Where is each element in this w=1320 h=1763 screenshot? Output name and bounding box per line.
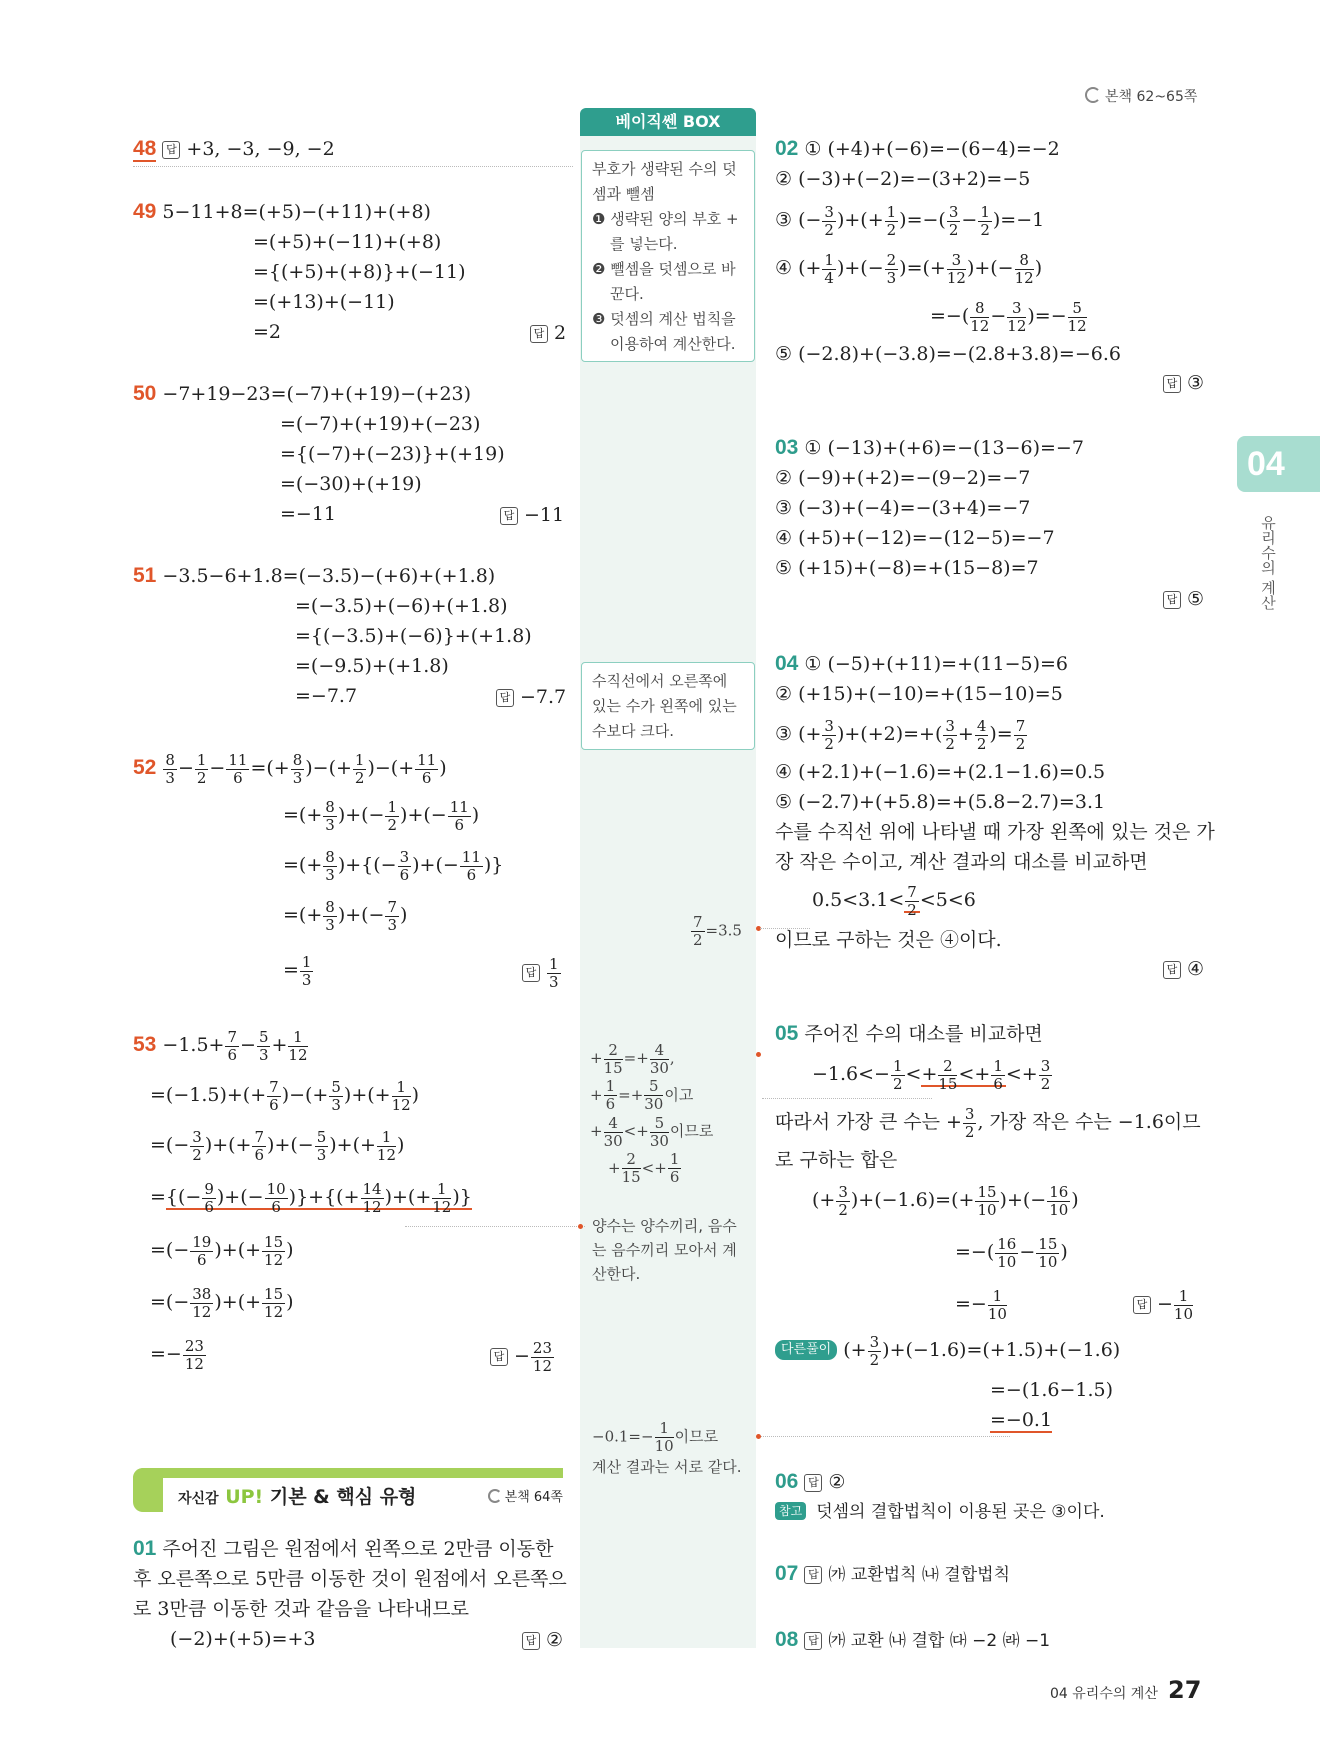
line: ③ (−3)+(−4)=−(3+4)=−7 (775, 497, 1031, 519)
answer-icon: 답 (490, 1348, 508, 1366)
note-sign: 양수는 양수끼리, 음수 는 음수끼리 모아서 계 산한다. (592, 1217, 737, 1283)
answer-05: 답 − $\frac{1}{10}$ (1133, 1284, 1194, 1324)
answer-02: 답 ③ (1163, 372, 1204, 394)
answer-50: 답 −11 (500, 504, 564, 526)
line: (−2)+(+5)=+3 (170, 1628, 316, 1650)
answer-icon: 답 (1133, 1296, 1151, 1314)
line: =−( $\frac{16}{10}$ − $\frac{15}{10}$ ) (955, 1234, 1068, 1271)
reference-note: 참고 덧셈의 결합법칙이 이용된 곳은 ③이다. (775, 1500, 1105, 1524)
line: (+ $\frac{3}{2}$ )+(−1.6)=(+ $\frac{15}{10}$ )+(− $\frac{16}{10}$ ) (812, 1182, 1079, 1219)
line: ④ (+2.1)+(−1.6)=+(2.1−1.6)=0.5 (775, 761, 1106, 783)
line: ③ (+ $\frac{3}{2}$ )+(+2)=+( $\frac{3}{2}$ + $\frac{4}{2}$ )= $\frac{7}{2}$ (775, 716, 1026, 753)
problem-50: 50 −7+19−23=(−7)+(+19)−(+23) (133, 382, 472, 405)
line: =−(1.6−1.5) (990, 1379, 1114, 1401)
line: ② (+15)+(−10)=+(15−10)=5 (775, 683, 1063, 705)
line: ④ (+ $\frac{1}{4}$ )+(− $\frac{2}{3}$ )=(+ $\frac{3}{12}$ )+(− $\frac{8}{12}$ ) (775, 250, 1043, 287)
book-icon (1085, 87, 1101, 103)
problem-49: 49 5−11+8=(+5)−(+11)+(+8) (133, 200, 431, 223)
problem-02: 02 ① (+4)+(−6)=−(6−4)=−2 (775, 137, 1060, 160)
answer-icon: 답 (162, 141, 180, 159)
connector (760, 1436, 1010, 1437)
line: ⑤ (+15)+(−8)=+(15−8)=7 (775, 557, 1039, 579)
basic-box-2: 수직선에서 오른쪽에 있는 수가 왼쪽에 있는 수보다 크다. (581, 662, 755, 750)
line: =−0.1 (990, 1409, 1053, 1431)
line: ③ (− $\frac{3}{2}$ )+(+ $\frac{1}{2}$ )=−( $\frac{3}{2}$ − $\frac{1}{2}$ )=−1 (775, 202, 1045, 239)
line: 장 작은 수이고, 계산 결과의 대소를 비교하면 (775, 851, 1148, 873)
line: =(−9.5)+(+1.8) (295, 655, 449, 677)
line: 이므로 구하는 것은 ④이다. (775, 929, 1002, 951)
footer: 04 유리수의 계산 27 (1050, 1676, 1202, 1704)
problem-05: 05 주어진 수의 대소를 비교하면 (775, 1022, 1043, 1045)
line: ={(− $\frac{9}{6}$ )+(− $\frac{10}{6}$ )}+{(+ $\frac{14}{12}$ )+(+ $\frac{1}{12}$ )} (150, 1179, 472, 1216)
problem-51: 51 −3.5−6+1.8=(−3.5)−(+6)+(+1.8) (133, 564, 496, 587)
answer-icon: 답 (530, 325, 548, 343)
answer-icon: 답 (804, 1632, 822, 1650)
line: ={(+5)+(+8)}+(−11) (253, 261, 466, 283)
line: =(−7)+(+19)+(−23) (280, 413, 481, 435)
line: −1.6<− $\frac{1}{2}$ <+ $\frac{2}{15}$ <+ $\frac{1}{6}$ <+ $\frac{3}{2}$ (812, 1056, 1051, 1093)
line: =−( $\frac{8}{12}$ − $\frac{3}{12}$ )=− $\frac{5}{12}$ (930, 298, 1087, 335)
answer-icon: 답 (1163, 591, 1181, 609)
page-number: 27 (1168, 1676, 1202, 1704)
line: =2 (253, 321, 282, 343)
basic-box-1: 부호가 생략된 수의 덧 셈과 뺄셈 ❶ 생략된 양의 부호 + 를 넣는다. ❷ 뺄셈을 덧셈으로 바 꾼다. ❸ 덧셈의 계산 법칙을 이용하여 계산한다. (581, 150, 755, 362)
line: 로 3만큼 이동한 것과 같음을 나타내므로 (133, 1598, 469, 1620)
line: =(−1.5)+(+ $\frac{7}{6}$ )−(+ $\frac{5}{3}$ )+(+ $\frac{1}{12}$ ) (150, 1077, 420, 1114)
line: =(− $\frac{3}{2}$ )+(+ $\frac{7}{6}$ )+(− $\frac{5}{3}$ )+(+ $\frac{1}{12}$ ) (150, 1127, 405, 1164)
answer-icon: 답 (522, 964, 540, 982)
line: 수를 수직선 위에 나타낼 때 가장 왼쪽에 있는 것은 가 (775, 821, 1215, 843)
chapter-side-title: 유리수의 계산 (1259, 515, 1277, 610)
note-7-2: $\frac{7}{2}$ =3.5 (693, 913, 742, 949)
line: ⑤ (−2.8)+(−3.8)=−(2.8+3.8)=−6.6 (775, 343, 1121, 365)
problem-04: 04 ① (−5)+(+11)=+(11−5)=6 (775, 652, 1069, 675)
connector-dot (756, 1434, 761, 1439)
problem-03: 03 ① (−13)+(+6)=−(13−6)=−7 (775, 436, 1084, 459)
answer-52: 답 $\frac{1}{3}$ (522, 952, 562, 992)
problem-48: 48 답 +3, −3, −9, −2 (133, 137, 335, 160)
answer-icon: 답 (500, 507, 518, 525)
connector (760, 928, 810, 929)
answer-04: 답 ④ (1163, 958, 1204, 980)
alt-solution: 다른풀이 (+ $\frac{3}{2}$ )+(−1.6)=(+1.5)+(−1.6) (775, 1330, 1120, 1370)
basic-box-title: 베이직쎈 BOX (580, 108, 756, 136)
answer-icon: 답 (522, 1632, 540, 1650)
reference-badge: 참고 (775, 1502, 806, 1520)
answer-icon: 답 (1163, 961, 1181, 979)
line: =−7.7 (295, 685, 358, 707)
line: =−11 (280, 503, 337, 525)
answer-icon: 답 (1163, 375, 1181, 393)
problem-52: 52 $\frac{8}{3}$ − $\frac{1}{2}$ − $\frac{11}{6}$ =(+ $\frac{8}{3}$ )−(+ $\frac{1}{2}$ )−(+ $\frac{11}{6}$ ) (133, 750, 447, 787)
problem-01: 01 주어진 그림은 원점에서 왼쪽으로 2만큼 이동한 (133, 1537, 554, 1560)
connector (762, 1098, 932, 1099)
connector-dot (578, 1224, 583, 1229)
header-ref: 본책 62~65쪽 (1085, 86, 1197, 106)
line: =− $\frac{23}{12}$ (150, 1336, 204, 1373)
problem-53: 53 −1.5+ $\frac{7}{6}$ − $\frac{5}{3}$ + $\frac{1}{12}$ (133, 1027, 308, 1064)
line: =(−3.5)+(−6)+(+1.8) (295, 595, 508, 617)
line: =(− $\frac{19}{6}$ )+(+ $\frac{15}{12}$ ) (150, 1232, 294, 1269)
line: 0.5<3.1< $\frac{7}{2}$ <5<6 (812, 882, 976, 919)
line: =(+13)+(−11) (253, 291, 395, 313)
line: 따라서 가장 큰 수는 + $\frac{3}{2}$ , 가장 작은 수는 −1.6이므 (775, 1104, 1201, 1141)
connector (405, 1226, 585, 1227)
note-01: −0.1=− $\frac{1}{10}$ 이므로 계산 결과는 서로 같다. (592, 1419, 742, 1476)
answer-53: 답 − $\frac{23}{12}$ (490, 1336, 555, 1376)
line: =(+ $\frac{8}{3}$ )+(− $\frac{7}{3}$ ) (283, 897, 408, 934)
problem-08: 08 답 ㈎ 교환 ㈏ 결합 ㈐ −2 ㈑ −1 (775, 1628, 1051, 1651)
line: ={(−7)+(−23)}+(+19) (280, 443, 505, 465)
line: = $\frac{1}{3}$ (283, 952, 312, 989)
line: =(+ $\frac{8}{3}$ )+(− $\frac{1}{2}$ )+(− $\frac{11}{6}$ ) (283, 797, 480, 834)
line: ④ (+5)+(−12)=−(12−5)=−7 (775, 527, 1055, 549)
line: =− $\frac{1}{10}$ (955, 1286, 1007, 1323)
line: =(+5)+(−11)+(+8) (253, 231, 442, 253)
chapter-tab: 04 (1237, 436, 1320, 492)
line: ② (−3)+(−2)=−(3+2)=−5 (775, 168, 1031, 190)
answer-01: 답 ② (522, 1629, 563, 1651)
line: ⑤ (−2.7)+(+5.8)=+(5.8−2.7)=3.1 (775, 791, 1106, 813)
line: ={(−3.5)+(−6)}+(+1.8) (295, 625, 532, 647)
answer-icon: 답 (804, 1566, 822, 1584)
problem-07: 07 답 ㈎ 교환법칙 ㈏ 결합법칙 (775, 1562, 1010, 1585)
problem-06: 06 답 ② (775, 1470, 846, 1493)
line: 후 오른쪽으로 5만큼 이동한 것이 원점에서 오른쪽으 (133, 1568, 567, 1590)
connector-dot (756, 1052, 761, 1057)
note-05: + $\frac{2}{15}$ =+ $\frac{4}{30}$ , + $\frac{1}{6}$ =+ $\frac{5}{30}$ 이고 + $\frac{4}{30}$ <+ $\frac{5}{30}$ 이므로 + $\frac{2}{15}$ <+ $\frac{1}{6}$ (590, 1040, 714, 1186)
answer-icon: 답 (496, 689, 514, 707)
book-icon (488, 1489, 502, 1503)
line: =(+ $\frac{8}{3}$ )+{(− $\frac{3}{6}$ )+(− $\frac{11}{6}$ )} (283, 847, 504, 884)
answer-49: 답 2 (530, 322, 566, 344)
answer-icon: 답 (804, 1474, 822, 1492)
section-banner: 자신감 UP! 기본 & 핵심 유형 본책 64쪽 (133, 1468, 563, 1512)
line: =(− $\frac{38}{12}$ )+(+ $\frac{15}{12}$ ) (150, 1284, 294, 1321)
line: 로 구하는 합은 (775, 1149, 898, 1171)
answer-03: 답 ⑤ (1163, 588, 1204, 610)
divider (133, 166, 573, 167)
line: =(−30)+(+19) (280, 473, 422, 495)
line: ② (−9)+(+2)=−(9−2)=−7 (775, 467, 1031, 489)
answer-51: 답 −7.7 (496, 686, 566, 708)
